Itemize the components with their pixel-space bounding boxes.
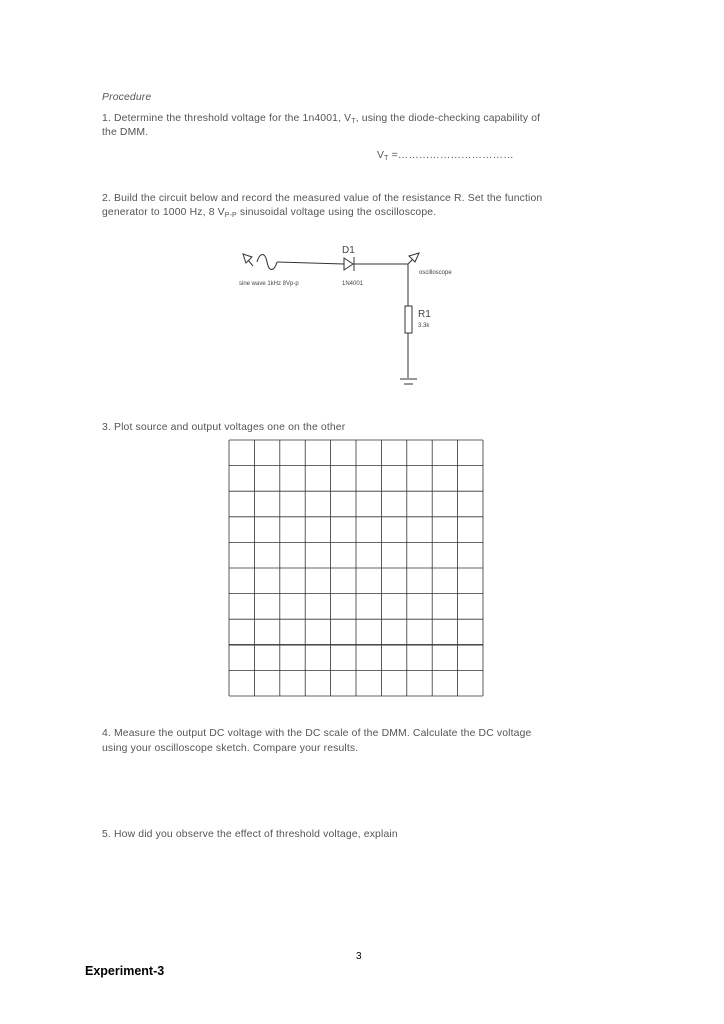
step-4-line-1: 4. Measure the output DC voltage with the DC scale of the DMM. Calculate the DC voltage [102, 728, 532, 739]
step-2-text-a: generator to 1000 Hz, 8 V [102, 207, 225, 218]
diode-ref-label: D1 [342, 245, 355, 256]
step-3-line-1: 3. Plot source and output voltages one on the other [102, 422, 346, 433]
step-5-line-1: 5. How did you observe the effect of threshold voltage, explain [102, 829, 398, 840]
vt-label-subscript: T [384, 155, 389, 162]
page-number: 3 [356, 951, 362, 962]
procedure-heading: Procedure [102, 92, 152, 103]
experiment-label: Experiment-3 [85, 964, 165, 978]
step-1-text-a: 1. Determine the threshold voltage for the 1n4001, V [102, 113, 352, 124]
step-2-text-b: sinusoidal voltage using the oscilloscope. [236, 207, 437, 218]
step-2-subscript: P-P [224, 212, 237, 219]
step-4-line-2: using your oscilloscope sketch. Compare your results. [102, 743, 359, 754]
step-1-text-b: , using the diode-checking capability of [355, 113, 541, 124]
vt-dotted-blank[interactable]: …………………………… [397, 150, 514, 161]
step-1-subscript: T [351, 118, 356, 125]
vt-label: V [377, 150, 385, 161]
resistor-value-label: 3.3k [418, 323, 430, 329]
resistor-ref-label: R1 [418, 309, 431, 320]
probe-label: oscilloscope [419, 270, 452, 276]
diode-part-label: 1N4001 [342, 281, 364, 287]
vt-equals: = [388, 150, 398, 161]
source-label: sine wave 1kHz 8Vp-p [239, 281, 299, 287]
step-1-line-2: the DMM. [102, 127, 149, 138]
step-2-line-1: 2. Build the circuit below and record the measured value of the resistance R. Set the function [102, 193, 543, 204]
